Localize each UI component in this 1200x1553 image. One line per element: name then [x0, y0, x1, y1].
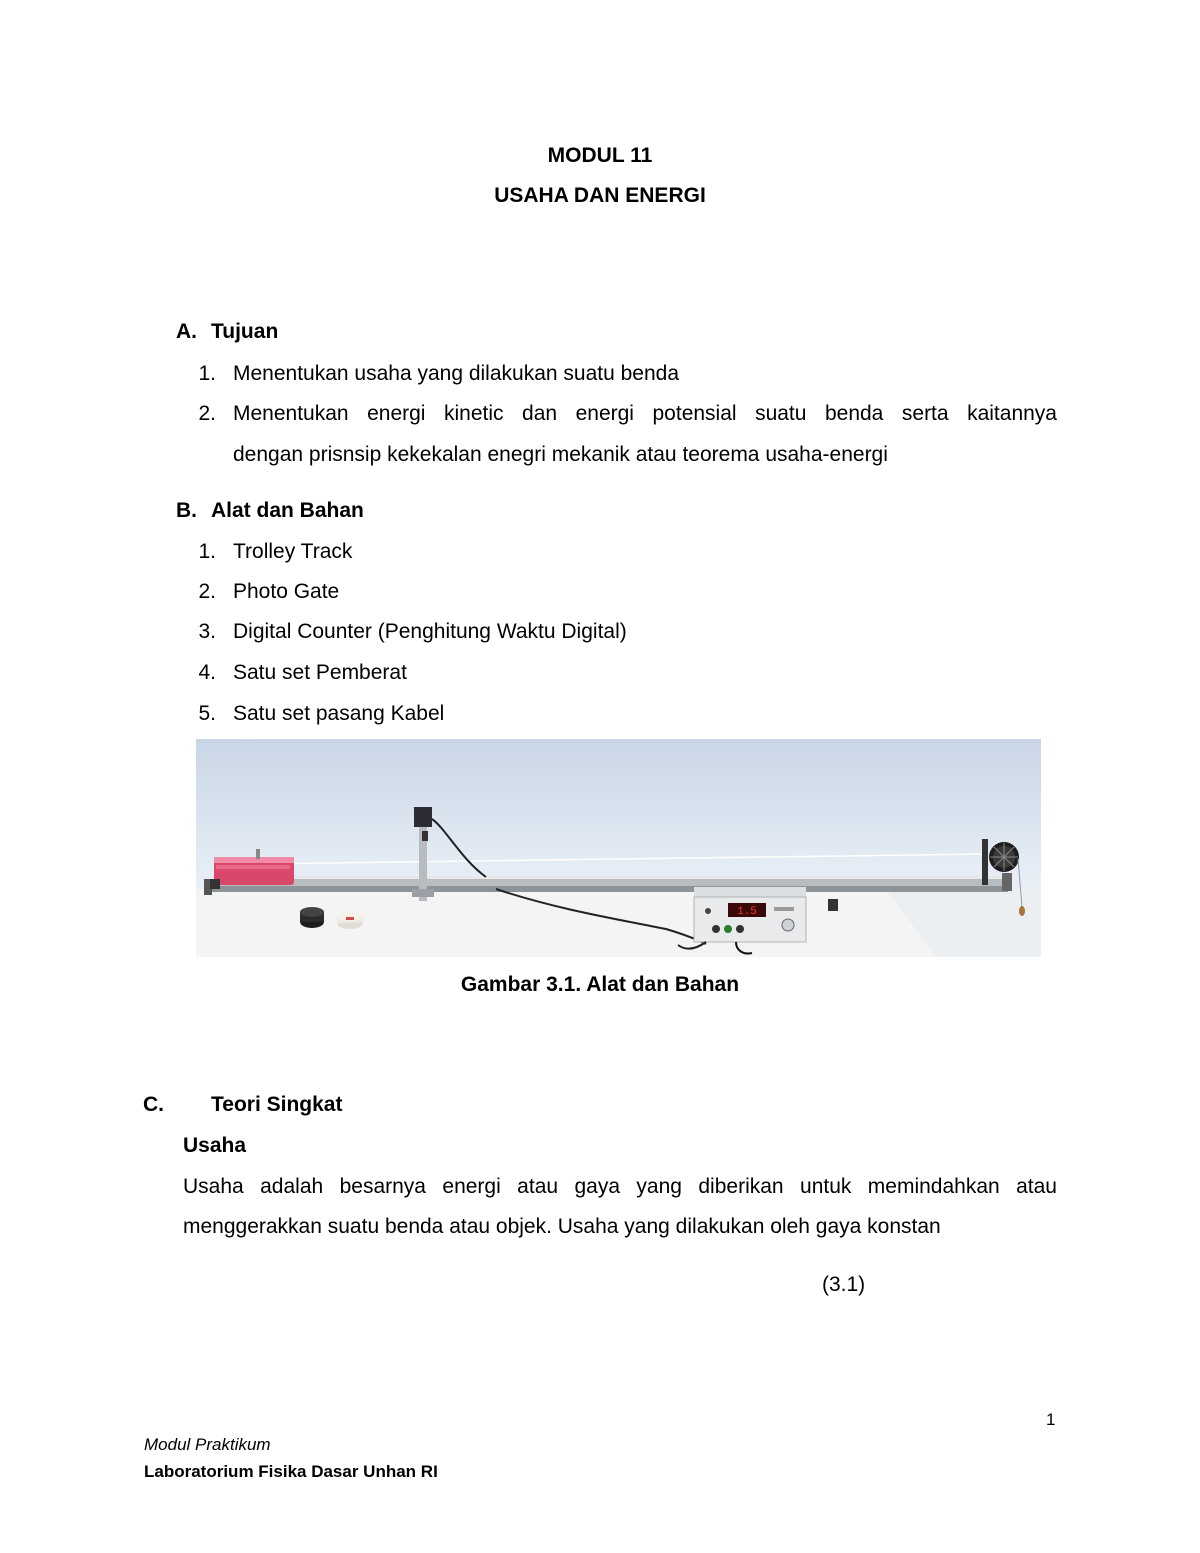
footer-lab-label: Laboratorium Fisika Dasar Unhan RI	[144, 1462, 438, 1481]
list-item-number: 2.	[198, 580, 216, 603]
list-item-number: 3.	[198, 620, 216, 643]
list-item-number: 1.	[198, 540, 216, 563]
digital-counter-icon	[694, 887, 806, 942]
paragraph-line: Usaha adalah besarnya energi atau gaya yang diberikan untuk memindahkan atau	[183, 1175, 1057, 1198]
equation-number: (3.1)	[822, 1273, 866, 1296]
section-b-letter: B.	[176, 499, 197, 522]
subsection-heading: Usaha	[183, 1134, 247, 1157]
page-title: USAHA DAN ENERGI	[494, 184, 706, 207]
list-item: Satu set Pemberat	[233, 661, 407, 684]
list-item: Menentukan usaha yang dilakukan suatu benda	[233, 362, 680, 385]
list-item-number: 2.	[198, 402, 216, 425]
list-item: Digital Counter (Penghitung Waktu Digital)	[233, 620, 627, 643]
figure-caption: Gambar 3.1. Alat dan Bahan	[460, 973, 740, 996]
list-item: Photo Gate	[233, 580, 340, 603]
list-item: Satu set pasang Kabel	[233, 702, 445, 725]
module-number: MODUL 11	[547, 144, 653, 167]
list-item-number: 5.	[198, 702, 216, 725]
footer-module-label: Modul Praktikum	[144, 1435, 271, 1454]
section-a-letter: A.	[176, 320, 197, 343]
list-item-continuation: dengan prisnsip kekekalan enegri mekanik atau teorema usaha-energi	[233, 443, 888, 466]
list-item: Menentukan energi kinetic dan energi potensial suatu benda serta kaitannya	[233, 402, 1057, 425]
section-c-heading: Teori Singkat	[211, 1093, 343, 1116]
list-item-number: 4.	[198, 661, 216, 684]
paragraph-line: menggerakkan suatu benda atau objek. Usaha yang dilakukan oleh gaya konstan	[183, 1215, 941, 1238]
list-item: Trolley Track	[233, 540, 353, 563]
page-number: 1	[1046, 1410, 1056, 1429]
section-c-letter: C.	[143, 1093, 164, 1116]
equipment-photo	[196, 739, 1041, 957]
counter-display: 1.5	[737, 906, 757, 918]
section-b-heading: Alat dan Bahan	[211, 499, 364, 522]
cart-icon	[210, 849, 294, 889]
section-a-heading: Tujuan	[211, 320, 279, 343]
list-item-number: 1.	[198, 362, 216, 385]
